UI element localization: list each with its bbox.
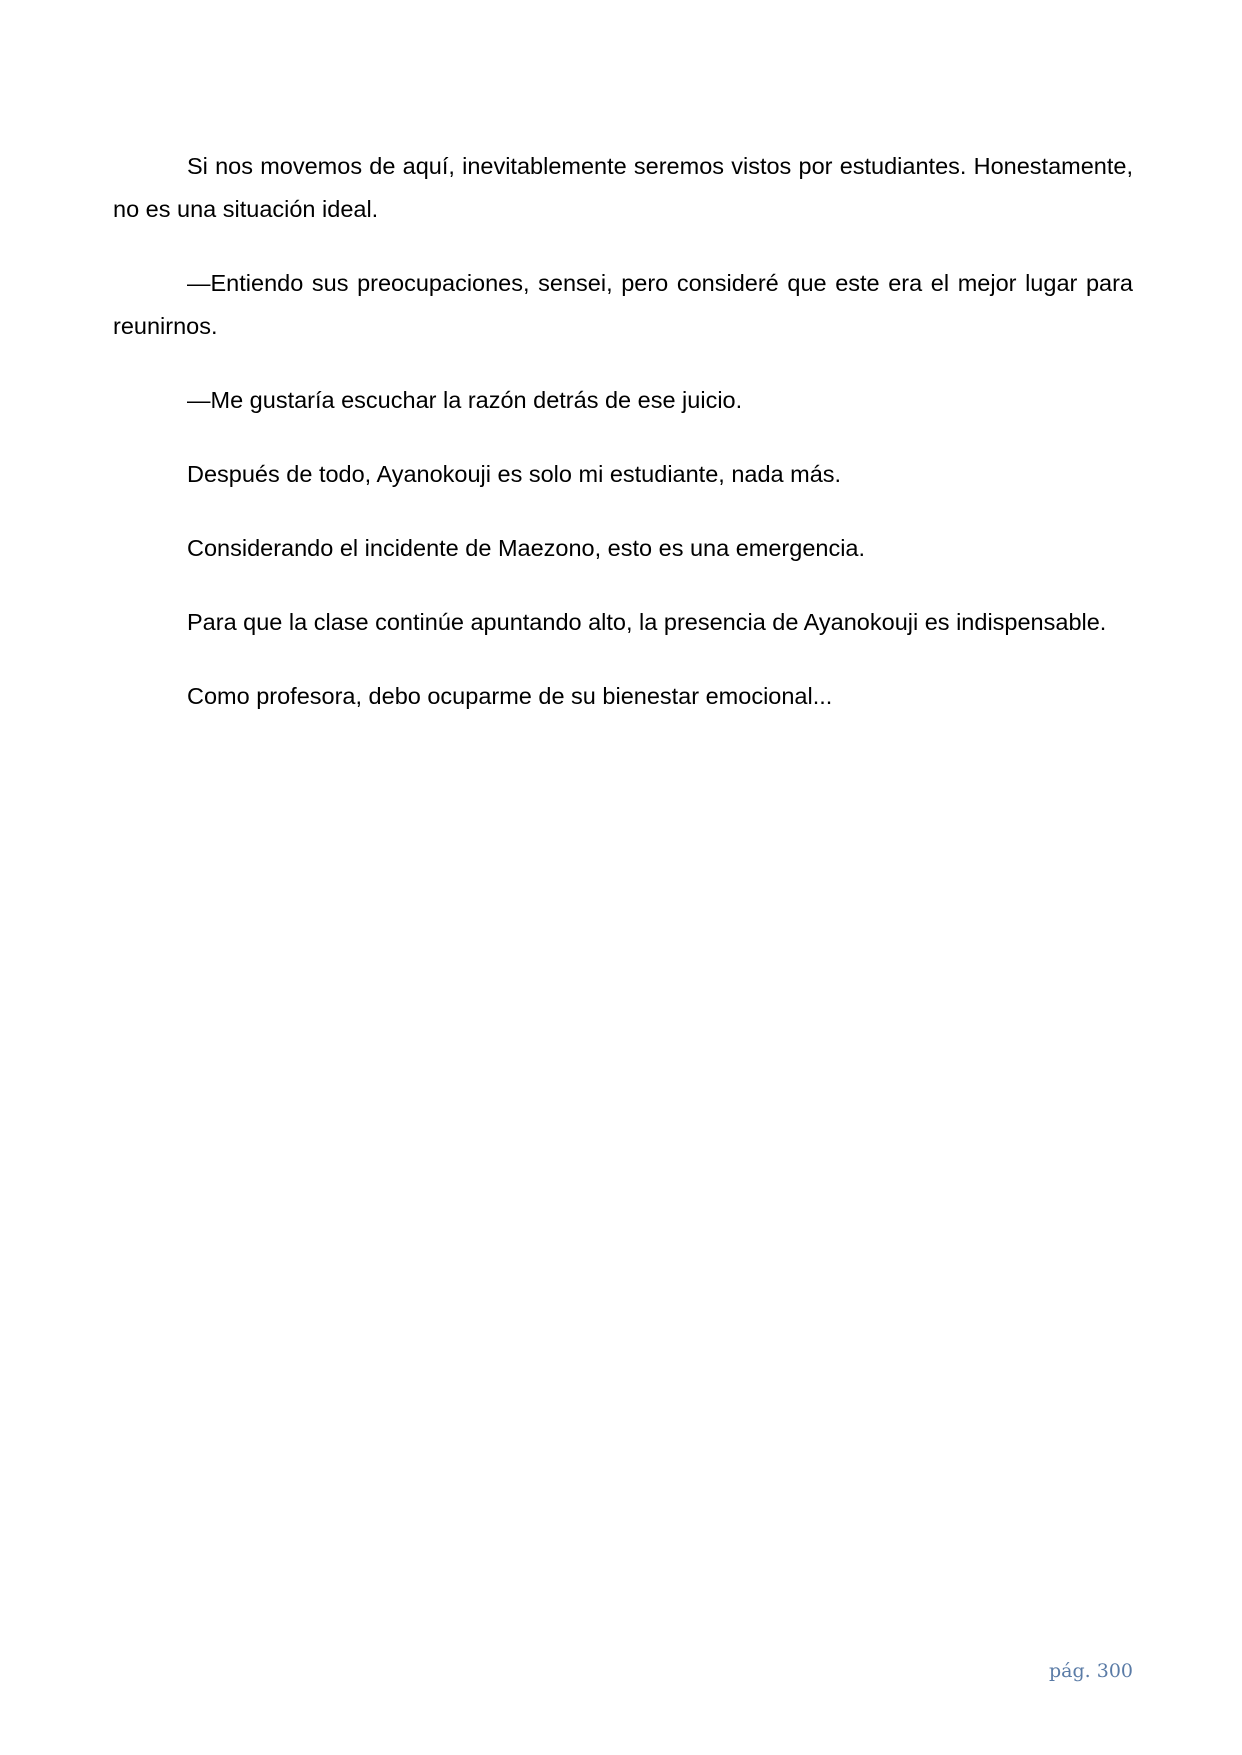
- page-number: pág. 300: [1049, 1660, 1133, 1682]
- paragraph-6: Para que la clase continúe apuntando alto, la presencia de Ayanokouji es indispensable.: [187, 609, 1107, 635]
- paragraph-3: —Me gustaría escuchar la razón detrás de ese juicio.: [187, 387, 743, 413]
- paragraph-1: Si nos movemos de aquí, inevitablemente seremos vistos por estudiantes. Honestamente, no es una situación ideal.: [113, 153, 1133, 222]
- paragraph-4: Después de todo, Ayanokouji es solo mi estudiante, nada más.: [187, 461, 842, 487]
- paragraph-2: —Entiendo sus preocupaciones, sensei, pero consideré que este era el mejor lugar para reunirnos.: [113, 270, 1133, 339]
- paragraph-5: Considerando el incidente de Maezono, esto es una emergencia.: [187, 535, 866, 561]
- paragraph-7: Como profesora, debo ocuparme de su bienestar emocional...: [187, 683, 833, 709]
- page-body: [113, 145, 1133, 749]
